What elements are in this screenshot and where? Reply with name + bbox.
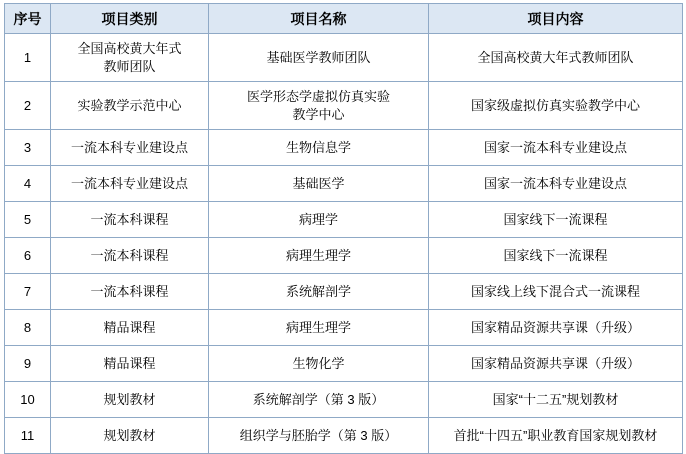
cell-name: 系统解剖学（第 3 版）	[209, 382, 429, 418]
cell-name: 医学形态学虚拟仿真实验 教学中心	[209, 82, 429, 130]
column-header-content: 项目内容	[429, 4, 683, 34]
column-header-category: 项目类别	[51, 4, 209, 34]
cell-category: 一流本科课程	[51, 274, 209, 310]
cell-category: 规划教材	[51, 382, 209, 418]
cell-name: 生物信息学	[209, 130, 429, 166]
projects-table	[4, 3, 683, 454]
cell-content: 国家精品资源共享课（升级）	[429, 346, 683, 382]
cell-content: 国家精品资源共享课（升级）	[429, 310, 683, 346]
table-header-row	[5, 4, 683, 34]
cell-seq: 4	[5, 166, 51, 202]
cell-category: 精品课程	[51, 310, 209, 346]
table-row	[5, 346, 683, 382]
table-row	[5, 34, 683, 82]
cell-name: 病理生理学	[209, 238, 429, 274]
table-header	[5, 4, 683, 34]
cell-content: 首批“十四五”职业教育国家规划教材	[429, 418, 683, 454]
cell-seq: 10	[5, 382, 51, 418]
cell-category: 实验教学示范中心	[51, 82, 209, 130]
table-row	[5, 202, 683, 238]
table-row	[5, 418, 683, 454]
cell-category: 一流本科专业建设点	[51, 166, 209, 202]
cell-category: 一流本科课程	[51, 202, 209, 238]
cell-category: 一流本科课程	[51, 238, 209, 274]
cell-name: 病理学	[209, 202, 429, 238]
cell-name: 基础医学教师团队	[209, 34, 429, 82]
cell-content: 国家“十二五”规划教材	[429, 382, 683, 418]
cell-category: 精品课程	[51, 346, 209, 382]
cell-seq: 6	[5, 238, 51, 274]
column-header-seq: 序号	[5, 4, 51, 34]
cell-name: 基础医学	[209, 166, 429, 202]
table-row	[5, 274, 683, 310]
table-row	[5, 166, 683, 202]
table-row	[5, 382, 683, 418]
cell-content: 国家线上线下混合式一流课程	[429, 274, 683, 310]
cell-seq: 7	[5, 274, 51, 310]
column-header-name: 项目名称	[209, 4, 429, 34]
table-body	[5, 34, 683, 454]
cell-content: 国家级虚拟仿真实验教学中心	[429, 82, 683, 130]
table-row	[5, 310, 683, 346]
cell-content: 国家一流本科专业建设点	[429, 166, 683, 202]
cell-seq: 2	[5, 82, 51, 130]
cell-content: 全国高校黄大年式教师团队	[429, 34, 683, 82]
cell-content: 国家一流本科专业建设点	[429, 130, 683, 166]
table-row	[5, 82, 683, 130]
cell-content: 国家线下一流课程	[429, 202, 683, 238]
cell-seq: 9	[5, 346, 51, 382]
cell-seq: 1	[5, 34, 51, 82]
table-row	[5, 130, 683, 166]
cell-name: 病理生理学	[209, 310, 429, 346]
cell-seq: 11	[5, 418, 51, 454]
cell-seq: 5	[5, 202, 51, 238]
cell-category: 全国高校黄大年式 教师团队	[51, 34, 209, 82]
cell-name: 组织学与胚胎学（第 3 版）	[209, 418, 429, 454]
cell-category: 一流本科专业建设点	[51, 130, 209, 166]
table-row	[5, 238, 683, 274]
cell-seq: 3	[5, 130, 51, 166]
cell-content: 国家线下一流课程	[429, 238, 683, 274]
cell-name: 生物化学	[209, 346, 429, 382]
cell-name: 系统解剖学	[209, 274, 429, 310]
cell-category: 规划教材	[51, 418, 209, 454]
cell-seq: 8	[5, 310, 51, 346]
